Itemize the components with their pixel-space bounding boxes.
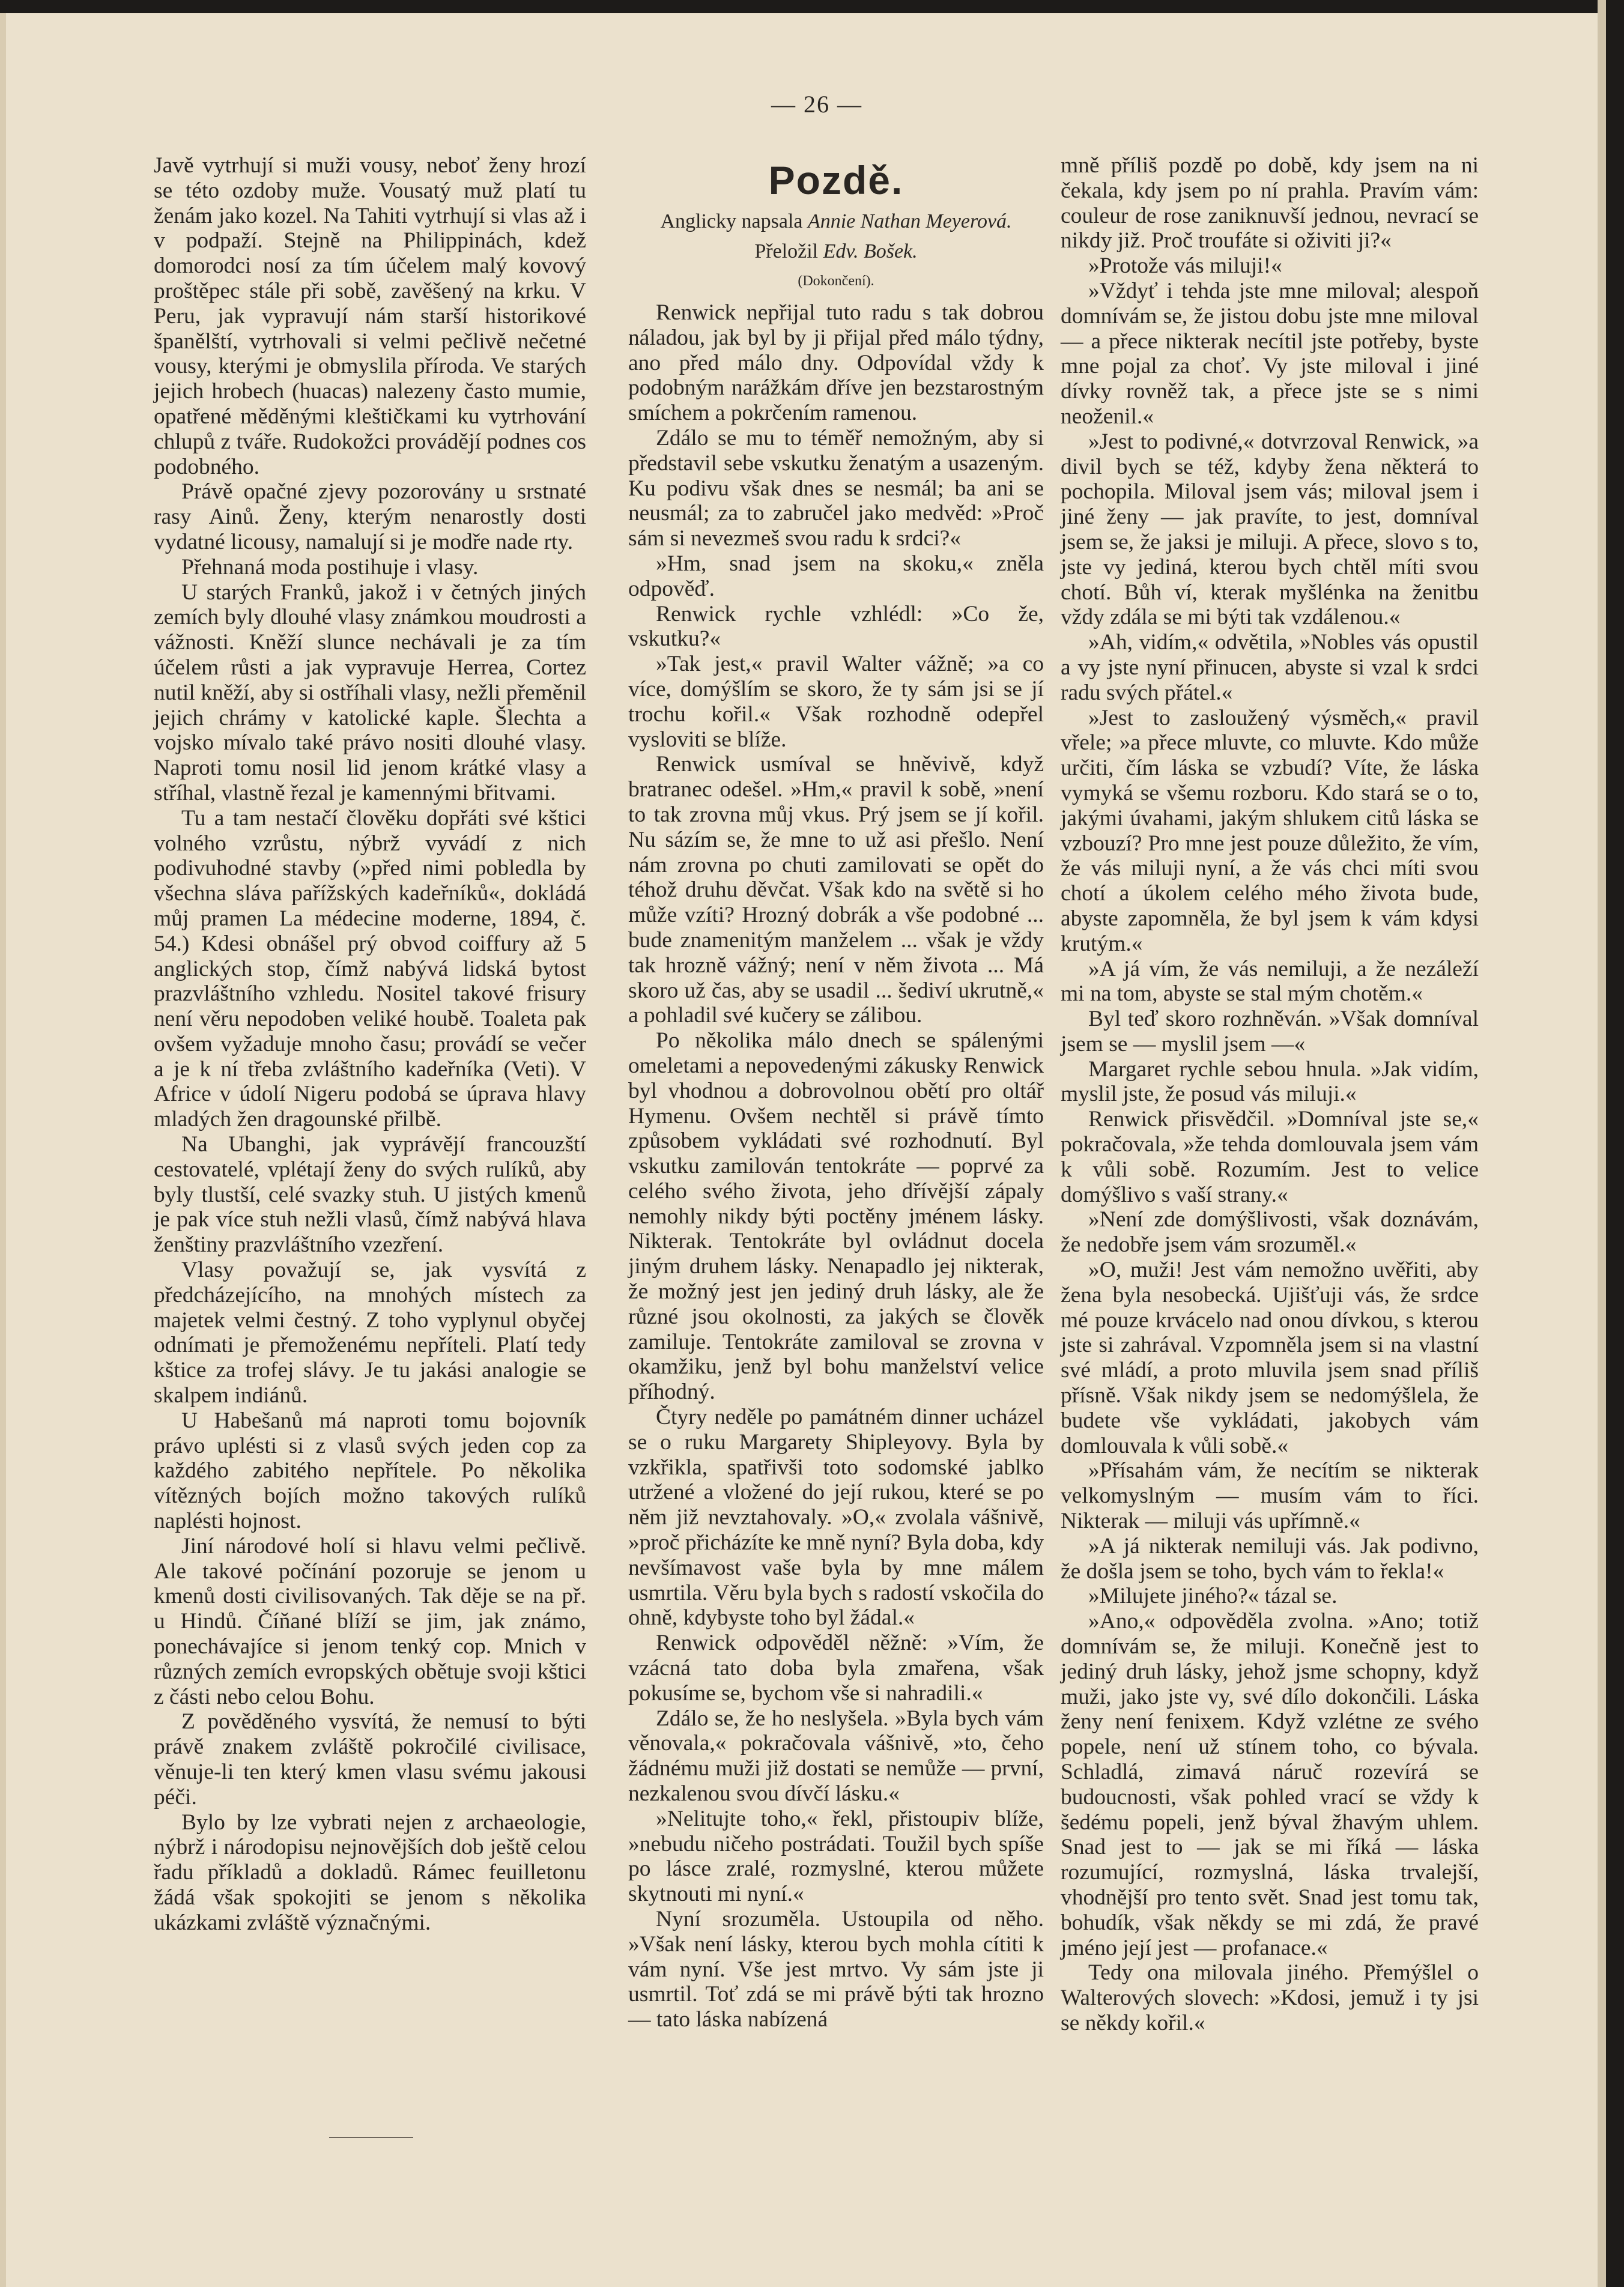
- author-prefix: Anglicky napsala: [660, 210, 808, 232]
- column-1: [154, 153, 586, 1936]
- paragraph: Renwick odpověděl něžně: »Vím, že vzácná tato doba byla zmařena, však pokusíme se, bychom vše si nahradili.«: [628, 1631, 1044, 1706]
- paragraph: »Milujete jiného?« tázal se.: [1088, 1584, 1338, 1609]
- end-rule: [329, 2137, 413, 2138]
- paragraph: »Přísahám vám, že necítím se nikterak velkomyslným — musím vám to říci. Nikterak — miluji vás upřímně.«: [1061, 1458, 1479, 1534]
- paragraph: Přehnaná moda postihuje i vlasy.: [181, 554, 479, 580]
- column-3: [1061, 153, 1479, 2036]
- column-2: [628, 157, 1044, 2032]
- paragraph: Právě opačné zjevy pozorovány u srstnaté rasy Ainů. Ženy, kterým nenarostly dosti vydatné licousy, namalují si je modře nade rty.: [154, 479, 586, 554]
- paragraph: Renwick přisvědčil. »Domníval jste se,« pokračovala, »že tehda domlouvala jsem vám k vůli sobě. Rozumím. Jest to velice domýšlivo s vaší strany.«: [1061, 1107, 1479, 1207]
- paragraph: Zdálo se mu to téměř nemožným, aby si představil sebe vskutku ženatým a usazeným. Ku podivu však dnes se nesmál; ba ani se neusmál; za to zabručel jako medvěd: »Proč sám si nevezmeš svou radu k srdci?«: [628, 425, 1044, 551]
- paragraph: »Jest to podivné,« dotvrzoval Renwick, »a divil bych se též, kdyby žena některá to pochopila. Miloval jsem vás; miloval jsem i jiné ženy — jak pravíte, to jest, domníval jsem se, že jaksi je miluji. A přece, slovo s to, jste vy jediná, kterou bych chtěl míti svou chotí. Bůh ví, kterak myšlénka na ženitbu vždy zdála se mi býti tak vzdálenou.«: [1061, 429, 1479, 630]
- page-number: — 26 —: [771, 91, 862, 118]
- paragraph: »Tak jest,« pravil Walter vážně; »a co více, domýšlím se skoro, že ty sám jsi se jí trochu kořil.« Však rozhodně odepřel vysloviti se blíže.: [628, 652, 1044, 752]
- paragraph: »Vždyť i tehda jste mne miloval; alespoň domnívám se, že jistou dobu jste mne miloval — a přece nikterak necítil jste potřeby, byste mne pojal za choť. Vy jste miloval i jiné dívky rovněž tak, a přece jste se s nimi neoženil.«: [1061, 278, 1479, 429]
- translator-line: [628, 237, 1044, 267]
- paragraph: Čtyry neděle po památném dinner ucházel se o ruku Margarety Shipleyovy. Byla by vzkřikla, spatřivši toto sodomské jablko utržené a vložené do její rukou, které se po něm již nevztahovaly. »O,« zvolala vášnivě, »proč přicházíte ke mně nyní? Byla doba, kdy nevšímavost vaše byla by mne málem usmrtila. Věru byla bych s radostí vskočila do ohně, kdybyste toho byl žádal.«: [628, 1405, 1044, 1631]
- paragraph: Vlasy považují se, jak vysvítá z předcházejícího, na mnohých místech za majetek velmi čestný. Z toho vyplynul obyčej odnímati je přemoženému nepříteli. Platí tedy kštice za trofej slávy. Je tu jakási analogie se skalpem indiánů.: [154, 1258, 586, 1408]
- paragraph: »Ano,« odpověděla zvolna. »Ano; totiž domnívám se, že miluji. Konečně jest to jediný druh lásky, jehož jsme schopny, když muži, jako jste vy, své dílo dokončili. Láska ženy není fenixem. Když vzlétne ze svého popele, není už stínem toho, co bývala. Schladlá, zimavá náruč rozevírá se budoucnosti, však pohled vrací se vždy k šedému popeli, jenž býval žhavým uhlem. Snad jest to — jak se mi říká — láska rozumující, rozmyslná, láska trvalejší, vhodnější pro tento svět. Snad jest tomu tak, bohudík, však někdy se mi zdá, že pravé jméno její jest — profanace.«: [1061, 1609, 1479, 1960]
- paragraph: Na Ubanghi, jak vyprávějí francouzští cestovatelé, vplétají ženy do svých rulíků, aby byly tlustší, celé svazky stuh. U jistých kmenů je pak více stuh nežli vlasů, čímž nabývá hlava ženštiny prazvláštního vzezření.: [154, 1132, 586, 1258]
- translator-name: Edv. Bošek.: [823, 240, 918, 262]
- continuation-note: (Dokončení).: [798, 273, 874, 289]
- paragraph: »O, muži! Jest vám nemožno uvěřiti, aby žena byla nesobecká. Ujišťuji vás, že srdce mé pouze krvácelo nad onou dívkou, s kterou jste si zahrával. Vzpomněla jsem si na vlastní své mládí, a proto mluvila jsem snad příliš přísně. Však nikdy jsem se nedomýšlela, že budete vše vykládati, jakobych vám domlouvala k vůli sobě.«: [1061, 1258, 1479, 1458]
- paragraph: Margaret rychle sebou hnula. »Jak vidím, myslil jste, že posud vás miluji.«: [1061, 1056, 1479, 1107]
- paragraph: »A já vím, že vás nemiluji, a že nezáleží mi na tom, abyste se stal mým chotěm.«: [1061, 956, 1479, 1007]
- paragraph: »Jest to zasloužený výsměch,« pravil vřele; »a přece mluvte, co mluvte. Kdo může určiti, čím láska se vzbudí? Víte, že láska vymyká se všemu rozboru. Kdo stará se o to, jakými úvahami, jakým shlukem citů láska se vzbouzí? Pro mne jest pouze důležito, že vím, že vás miluji nyní, a že vás chci míti svou chotí a úkolem celého mého života bude, abyste zapomněla, že byl jsem k vám kdysi krutým.«: [1061, 705, 1479, 956]
- paragraph: »Ah, vidím,« odvětila, »Nobles vás opustil a vy jste nyní přinucen, abyste si vzal k srdci radu svých přátel.«: [1061, 630, 1479, 705]
- paragraph: U starých Franků, jakož i v četných jiných zemích byly dlouhé vlasy známkou moudrosti a vážnosti. Kněží slunce nechávali je za tím účelem růsti a jak vypravuje Herrea, Cortez nutil kněží, aby si ostříhali vlasy, nežli přeměnil jejich chrámy v katolické kaple. Šlechta a vojsko mívalo také právo nositi dlouhé vlasy. Naproti tomu nosil lid jenom krátké vlasy a stříhal, vlastně řezal je kamennými břitvami.: [154, 580, 586, 805]
- author-line: [628, 207, 1044, 237]
- scan-right-border: [1606, 0, 1624, 2287]
- paragraph: Nyní srozuměla. Ustoupila od něho. »Však není lásky, kterou bych mohla cítiti k vám nyní. Vše jest mrtvo. Vy sám jste ji usmrtil. Toť zdá se mi právě býti tak hrozno — tato láska nabízená: [628, 1907, 1044, 2032]
- paragraph: »Není zde domýšlivosti, však doznávám, že nedobře jsem vám srozuměl.«: [1061, 1207, 1479, 1258]
- story-body-part-1: [628, 300, 1044, 2032]
- paragraph: U Habešanů má naproti tomu bojovník právo uplésti si z vlasů svých jeden cop za každého zabitého nepřítele. Po několika vítězných bojích možno takových rulíků naplésti hojnost.: [154, 1408, 586, 1534]
- paragraph: »Nelitujte toho,« řekl, přistoupiv blíže, »nebudu ničeho postrádati. Toužil bych spíše po lásce zralé, rozmyslné, kterou můžete skytnouti mi nyní.«: [628, 1806, 1044, 1907]
- paragraph: Renwick rychle vzhlédl: »Co že, vskutku?«: [628, 601, 1044, 652]
- paragraph: Z pověděného vysvítá, že nemusí to býti právě znakem zvláště pokročilé civilisace, věnuje-li ten který kmen vlasu svému jakousi péči.: [154, 1709, 586, 1810]
- paragraph: »A já nikterak nemiluji vás. Jak podivno, že došla jsem se toho, bych vám to řekla!«: [1061, 1533, 1479, 1584]
- paragraph: Jiní národové holí si hlavu velmi pečlivě. Ale takové počínání pozoruje se jenom u kmenů dosti civilisovaných. Tak děje se na př. u Hindů. Číňané blíží se jim, jak známo, ponechávajíce si jenom tenký cop. Mnich v různých zemích evropských obětuje svoji kštici z části nebo celou Bohu.: [154, 1533, 586, 1709]
- paragraph: Javě vytrhují si muži vousy, neboť ženy hrozí se této ozdoby muže. Vousatý muž platí tu ženám jako kozel. Na Tahiti vytrhují si vlas až i v podpaží. Stejně na Philippinách, kdež domorodci nosí za tím účelem malý kovový proštěpec stále při sobě, zavěšený na krku. V Peru, jak vypravují nám starší historikové španělští, vytrhovali si velmi pečlivě nečetné vousy, kterými je obmyslila příroda. Ve starých jejich hrobech (huacas) nalezeny často mumie, opatřené měděnými kleštičkami ku vytrhování chlupů z tváře. Rudokožci provádějí podnes cos podobného.: [154, 153, 586, 479]
- paragraph: Renwick usmíval se hněvivě, když bratranec odešel. »Hm,« pravil k sobě, »není to tak zrovna můj vkus. Prý jsem se jí kořil. Nu sázím se, že mne to už asi přešlo. Není nám zrovna po chuti zamilovati se opět do téhož druhu děvčat. Však kdo na světě si ho může vzíti? Hrozný dobrák a vše podobné ... bude znamenitým manželem ... však je vždy tak hrozně vážný; není v něm života ... Má skoro už čas, aby se usadil ... šediví ukrutně,« a pohladil své kučery se zálibou.: [628, 752, 1044, 1028]
- paragraph: Tu a tam nestačí člověku dopřáti své kštici volného vzrůstu, nýbrž vyvádí z nich podivuhodné stavby (»před nimi pobledla by všechna sláva pařížských kadeřníků«, dokládá můj pramen La médecine moderne, 1894, č. 54.) Kdesi obnášel prý obvod coiffury až 5 anglických stop, čímž nabývá lidská bytost prazvláštního vzhledu. Nositel takové frisury není věru nepodoben veliké houbě. Toaleta pak ovšem vyžaduje mnoho času; provádí se večer a je k ní třeba zvláštního kadeřníka (Veti). V Africe v údolí Nigeru podobá se úprava hlavy mladých žen dragounské přilbě.: [154, 805, 586, 1132]
- paragraph: Bylo by lze vybrati nejen z archaeologie, nýbrž i národopisu nejnovějších dob ještě celou řadu příkladů a dokladů. Rámec feuilletonu žádá však spokojiti se jenom s několika ukázkami zvláště význačnými.: [154, 1810, 586, 1935]
- paragraph: »Hm, snad jsem na skoku,« zněla odpověď.: [628, 551, 1044, 601]
- paragraph: Renwick nepřijal tuto radu s tak dobrou náladou, jak byl by ji přijal před málo týdny, ano před málo dny. Odpovídal vždy k podobným narážkám dříve jen bezstarostným smíchem a pokrčením ramenou.: [628, 300, 1044, 426]
- scan-top-border: [0, 0, 1624, 13]
- paragraph: »Protože vás miluji!«: [1088, 253, 1282, 279]
- paragraph: Zdálo se, že ho neslyšela. »Byla bych vám věnovala,« pokračovala vášnivě, »to, čeho žádnému muži již dostati se nemůže — první, nezkalenou svou dívčí lásku.«: [628, 1706, 1044, 1807]
- paragraph: Tedy ona milovala jiného. Přemýšlel o Walterových slovech: »Kdosi, jemuž i ty jsi se někdy kořil.«: [1061, 1960, 1479, 2035]
- paragraph: mně příliš pozdě po době, kdy jsem na ni čekala, kdy jsem po ní prahla. Pravím vám: couleur de rose zaniknuvší jednou, nevrací se nikdy již. Proč troufáte si oživiti ji?«: [1061, 153, 1479, 253]
- paragraph: Po několika málo dnech se spálenými omeletami a nepovedenými zákusky Renwick byl vhodnou a dobrovolnou obětí pro oltář Hymenu. Ovšem nechtěl si právě tímto způsobem vykládati své rozhodnutí. Byl vskutku zamilován tentokráte — poprvé za celého svého života, jeho dřívější zápaly nemohly nikdy býti poctěny jménem lásky. Nikterak. Tentokráte byl ovládnut docela jiným druhem lásky. Nenapadlo jej nikterak, že možný jest jen jediný druh lásky, ale že různé jsou okolnosti, za jakých se člověk zamiluje. Tentokráte zamiloval se zrovna v okamžiku, jenž byl bohu manželství velice příhodný.: [628, 1028, 1044, 1405]
- article-title: Pozdě.: [768, 158, 904, 202]
- author-name: Annie Nathan Meyerová.: [807, 210, 1012, 232]
- paragraph: Byl teď skoro rozhněván. »Však domníval jsem se — myslil jsem —«: [1061, 1007, 1479, 1056]
- page-left-edge: [0, 0, 6, 2287]
- translator-prefix: Přeložil: [754, 240, 823, 262]
- page-right-edge: [1598, 0, 1606, 2287]
